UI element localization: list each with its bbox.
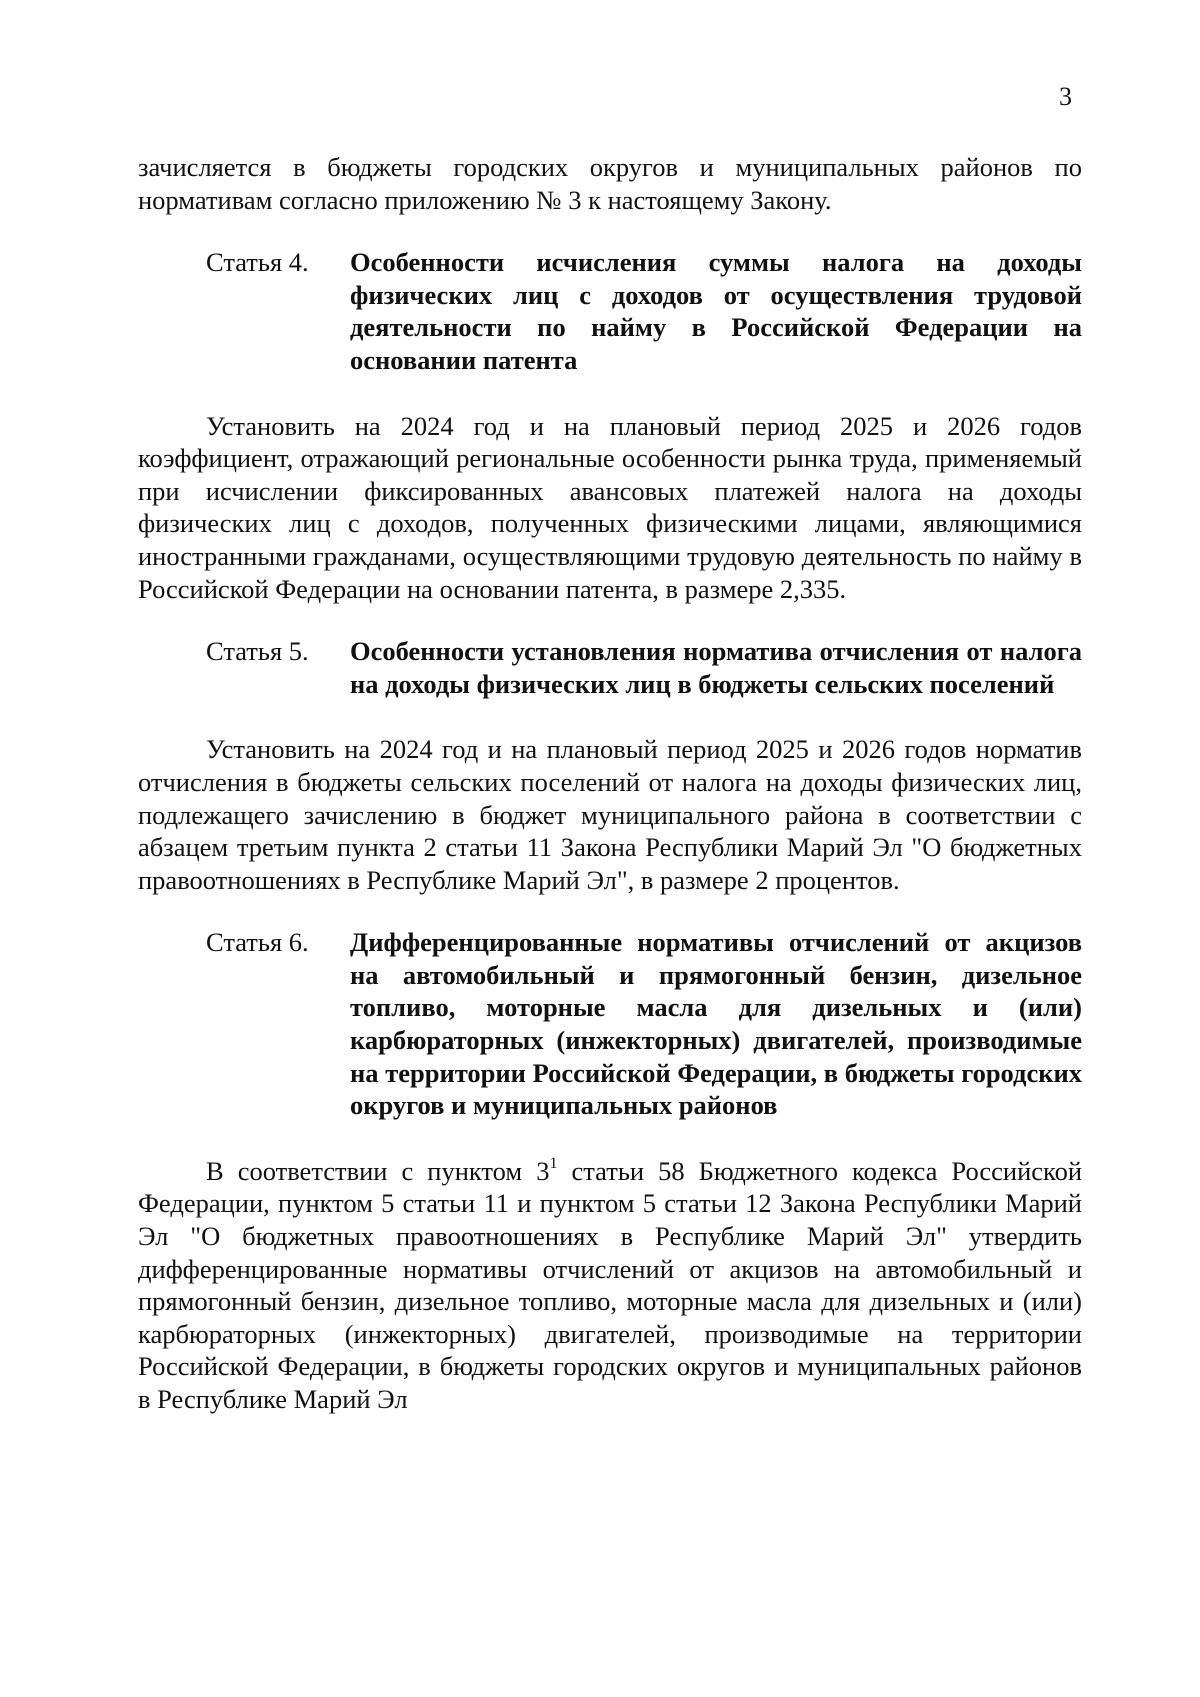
- intro-paragraph: зачисляется в бюджеты городских округов и муниципальных районов по нормативам согласно приложению № 3 к настоящему Закону.: [138, 152, 1082, 215]
- article-6-label: Статья 6.: [206, 927, 309, 958]
- article-4-title: Особенности исчисления суммы налога на доходы физических лиц с доходов от осуществления трудовой деятельности по найму в Российской Федерации на основании патента: [350, 247, 1082, 375]
- page-number: 3: [1059, 82, 1072, 111]
- article-4-body: Установить на 2024 год и на плановый период 2025 и 2026 годов коэффициент, отражающий региональные особенности рынка труда, применяемый при исчислении фиксированных авансовых платежей налога на доходы физических лиц с доходов, полученных физическими лицами, являющимися иностранными гражданами, осуществляющими трудовую деятельность по найму в Российской Федерации на основании патента, в размере 2,335.: [138, 410, 1082, 604]
- article-6-body: [138, 1155, 1082, 1416]
- article-6-heading: [206, 926, 1082, 1122]
- article-4-label: Статья 4.: [206, 247, 309, 278]
- article-6-title: Дифференцированные нормативы отчислений от акцизов на автомобильный и прямогонный бензин, дизельное топливо, моторные масла для дизельных и (или) карбюраторных (инжекторных) двигателей, производимые на территории Российской Федерации, в бюджеты городских округов и муниципальных районов: [350, 927, 1082, 1121]
- article-5-title: Особенности установления норматива отчисления от налога на доходы физических лиц в бюджеты сельских поселений: [350, 636, 1082, 699]
- article-5-body: Установить на 2024 год и на плановый период 2025 и 2026 годов норматив отчисления в бюджеты сельских поселений от налога на доходы физических лиц, подлежащего зачислению в бюджет муниципального района в соответствии с абзацем третьим пункта 2 статьи 11 Закона Республики Марий Эл "О бюджетных правоотношениях в Республике Марий Эл", в размере 2 процентов.: [138, 734, 1082, 895]
- document-body: [138, 151, 1082, 1416]
- article-4-heading: [206, 246, 1082, 376]
- article-6-body-start: В соответствии с пунктом 3: [206, 1155, 550, 1186]
- article-6-body-superscript: 1: [549, 1155, 558, 1173]
- article-5-label: Статья 5.: [206, 636, 309, 667]
- article-5-heading: [206, 635, 1082, 700]
- article-6-body-rest: статьи 58 Бюджетного кодекса Российской Федерации, пунктом 5 статьи 11 и пунктом 5 статьи 12 Закона Республики Марий Эл "О бюджетных правоотношениях в Республике Марий Эл" утвердить дифференцированные нормативы отчислений от акцизов на автомобильный и прямогонный бензин, дизельное топливо, моторные масла для дизельных и (или) карбюраторных (инжекторных) двигателей, производимые на территории Российской Федерации, в бюджеты городских округов и муниципальных районов в Республике Марий Эл: [138, 1155, 1083, 1414]
